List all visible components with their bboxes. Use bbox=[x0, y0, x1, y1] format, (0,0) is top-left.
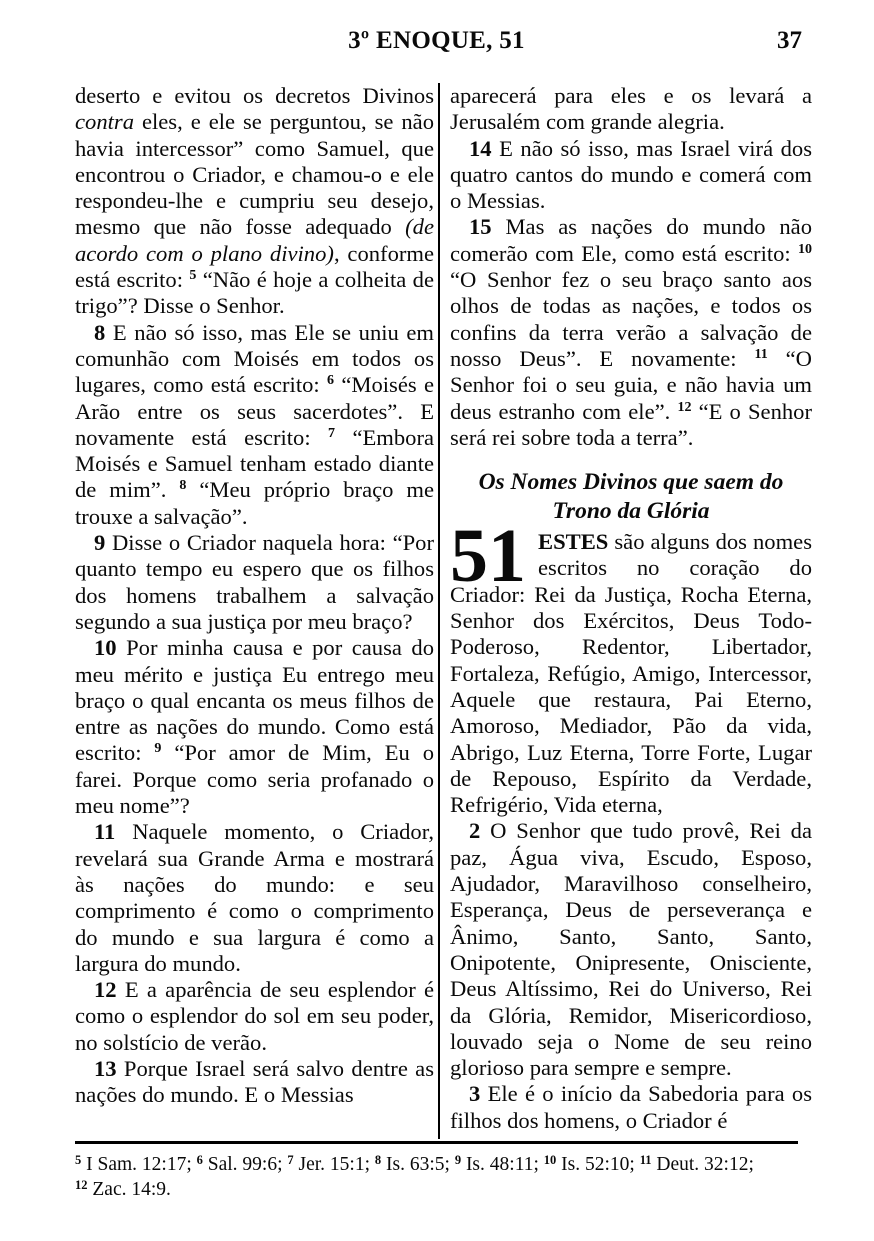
footnote-ref: 7 bbox=[287, 1153, 294, 1167]
text-run: deserto e evitou os decretos Divinos bbox=[75, 83, 434, 108]
text-run: Zac. 14:9. bbox=[87, 1179, 171, 1200]
text-run: Por minha causa e por causa do meu mérito e justiça Eu entrego meu braço o qual encanta os meus filhos de entre as nações do mundo. Como está escrito: bbox=[75, 635, 434, 766]
text-run: Jer. 15:1; bbox=[293, 1154, 375, 1175]
verse-number: 9 bbox=[94, 530, 106, 556]
text-run: Disse o Criador naquela hora: “Por quanto tempo eu espero que os filhos dos homens trabalhem a salvação segundo a sua justiça por meu braço? bbox=[75, 530, 434, 634]
page-header bbox=[75, 27, 812, 57]
text-run: Is. 63:5; bbox=[381, 1154, 455, 1175]
paragraph bbox=[75, 977, 434, 1056]
text-run: “Não é hoje a colheita de trigo”? Disse o Senhor. bbox=[75, 267, 434, 319]
text-run: aparecerá para eles e os levará a Jerusalém com grande alegria. bbox=[450, 83, 812, 135]
paragraph bbox=[450, 83, 812, 136]
text-run: E não só isso, mas Ele se uniu em comunhão com Moisés em todos os lugares, como está escrito: bbox=[75, 319, 434, 398]
text-run: Is. 52:10; bbox=[556, 1154, 640, 1175]
text-run: contra bbox=[75, 109, 134, 135]
footnote-ref: 8 bbox=[179, 478, 187, 494]
text-run: Sal. 99:6; bbox=[202, 1154, 288, 1175]
text-run: “E o Senhor será rei sobre toda a terra”. bbox=[450, 398, 812, 450]
paragraph bbox=[75, 83, 434, 320]
text-run: Ele é o início da Sabedoria para os filhos dos homens, o Criador é bbox=[450, 1081, 812, 1133]
text-run: (de acordo com o plano divino) bbox=[75, 214, 434, 266]
text-run: “Por amor de Mim, Eu o farei. Porque como seria profanado o meu nome”? bbox=[75, 740, 434, 819]
footnote-ref: 11 bbox=[754, 346, 768, 362]
text-run: eles, e ele se perguntou, se não havia intercessor” como Samuel, que encontrou o Criador, e chamou-o e ele respondeu-lhe e cumpriu seu desejo, mesmo que não fosse adequado bbox=[75, 109, 434, 240]
paragraph bbox=[450, 214, 812, 451]
verse-number: 11 bbox=[94, 819, 116, 845]
text-run: “Embora Moisés e Samuel tenham estado diante de mim”. bbox=[75, 424, 435, 503]
running-header-title: 3º ENOQUE, 51 bbox=[348, 27, 525, 54]
text-columns bbox=[75, 83, 812, 1139]
verse-number: 12 bbox=[94, 977, 117, 1003]
footnote-ref: 6 bbox=[327, 373, 335, 389]
footnotes bbox=[75, 1152, 798, 1202]
text-run: , conforme está escrito: bbox=[75, 240, 434, 293]
text-run: E não só isso, mas Israel virá dos quatro cantos do mundo e comerá com o Messias. bbox=[450, 135, 812, 214]
footnote-ref: 7 bbox=[328, 425, 336, 441]
verse-number: 10 bbox=[94, 635, 117, 661]
paragraph bbox=[450, 1081, 812, 1134]
chapter-paragraph bbox=[450, 514, 812, 818]
footnote-ref: 9 bbox=[154, 741, 162, 757]
text-run: “O Senhor fez o seu braço santo aos olhos de todas as nações, e todos os confins da terra verão a salvação de nosso Deus”. E novamente: bbox=[450, 267, 812, 371]
text-run: “Moisés e Arão entre os seus sacerdotes”. E novamente está escrito: bbox=[75, 372, 434, 450]
page-number: 37 bbox=[777, 27, 802, 54]
paragraph bbox=[75, 819, 434, 977]
footnote-ref: 6 bbox=[196, 1153, 203, 1167]
footnote-ref: 5 bbox=[75, 1153, 82, 1167]
paragraph bbox=[75, 1056, 434, 1109]
section-heading-line: Os Nomes Divinos que saem do bbox=[478, 469, 784, 496]
footnote-ref: 12 bbox=[75, 1178, 88, 1192]
chapter-number-drop-cap: 51 bbox=[450, 514, 526, 599]
paragraph bbox=[450, 818, 812, 1081]
text-run: são alguns dos nomes escritos no coração do Criador: Rei da Justiça, Rocha Eterna, Senhor dos Exércitos, Deus Todo-Poderoso, Redentor, Libertador, Fortaleza, Refúgio, Amigo, Intercessor, Aquele que restaura, Pai Eterno, Amoroso, Mediador, Pão da vida, Abrigo, Luz Eterna, Torre Forte, Lugar de Repouso, Espírito da Verdade, Refrigério, Vida eterna, bbox=[450, 529, 812, 818]
text-run: O Senhor que tudo provê, Rei da paz, Água viva, Escudo, Esposo, Ajudador, Maravilhoso conselheiro, Esperança, Deus de perseverança e Ânimo, Santo, Santo, Santo, Onipotente, Onipresente, Onisciente, Deus Altíssimo, Rei do Universo, Rei da Glória, Remidor, Misericordioso, louvado seja o Nome de seu reino glorioso para sempre e sempre. bbox=[450, 818, 812, 1081]
footnote-ref: 9 bbox=[454, 1153, 462, 1167]
text-run: Mas as nações do mundo não comerão com Ele, como está escrito: bbox=[450, 214, 812, 266]
verse-number: 14 bbox=[469, 135, 492, 161]
verse-number: 2 bbox=[469, 818, 481, 844]
verse-number: 3 bbox=[469, 1081, 481, 1107]
section-heading-line: Trono da Glória bbox=[552, 497, 710, 524]
footnote-separator bbox=[75, 1141, 798, 1202]
text-run: ESTES bbox=[538, 529, 609, 555]
text-run: E a aparência de seu esplendor é como o esplendor do sol em seu poder, no solstício de verão. bbox=[75, 977, 434, 1055]
text-run: I Sam. 12:17; bbox=[81, 1154, 197, 1175]
footnote-ref: 10 bbox=[543, 1153, 557, 1167]
text-run: “O Senhor foi o seu guia, e não havia um deus estranho com ele”. bbox=[450, 345, 812, 424]
footnote-ref: 5 bbox=[189, 268, 197, 284]
verse-number: 13 bbox=[94, 1055, 117, 1081]
paragraph bbox=[75, 635, 434, 819]
verse-number: 8 bbox=[94, 319, 106, 345]
paragraph bbox=[75, 530, 434, 635]
column-right bbox=[450, 83, 812, 1139]
paragraph bbox=[450, 136, 812, 215]
footnote-ref: 10 bbox=[798, 241, 812, 257]
footnote-ref: 8 bbox=[374, 1153, 382, 1167]
text-run: “Meu próprio braço me trouxe a salvação”. bbox=[75, 477, 434, 529]
footnote-ref: 12 bbox=[677, 399, 692, 415]
footnote-ref: 11 bbox=[639, 1153, 652, 1167]
text-run: Is. 48:11; bbox=[461, 1154, 544, 1175]
column-left bbox=[75, 83, 434, 1139]
verse-number: 15 bbox=[469, 214, 492, 240]
text-run: Naquele momento, o Criador, revelará sua Grande Arma e mostrará às nações do mundo: e seu comprimento é como o comprimento do mundo e sua largura é como a largura do mundo. bbox=[75, 819, 434, 976]
text-run: Porque Israel será salvo dentre as nações do mundo. E o Messias bbox=[75, 1055, 434, 1108]
paragraph bbox=[75, 320, 434, 530]
text-run: Deut. 32:12; bbox=[651, 1154, 754, 1175]
column-divider bbox=[438, 83, 440, 1139]
